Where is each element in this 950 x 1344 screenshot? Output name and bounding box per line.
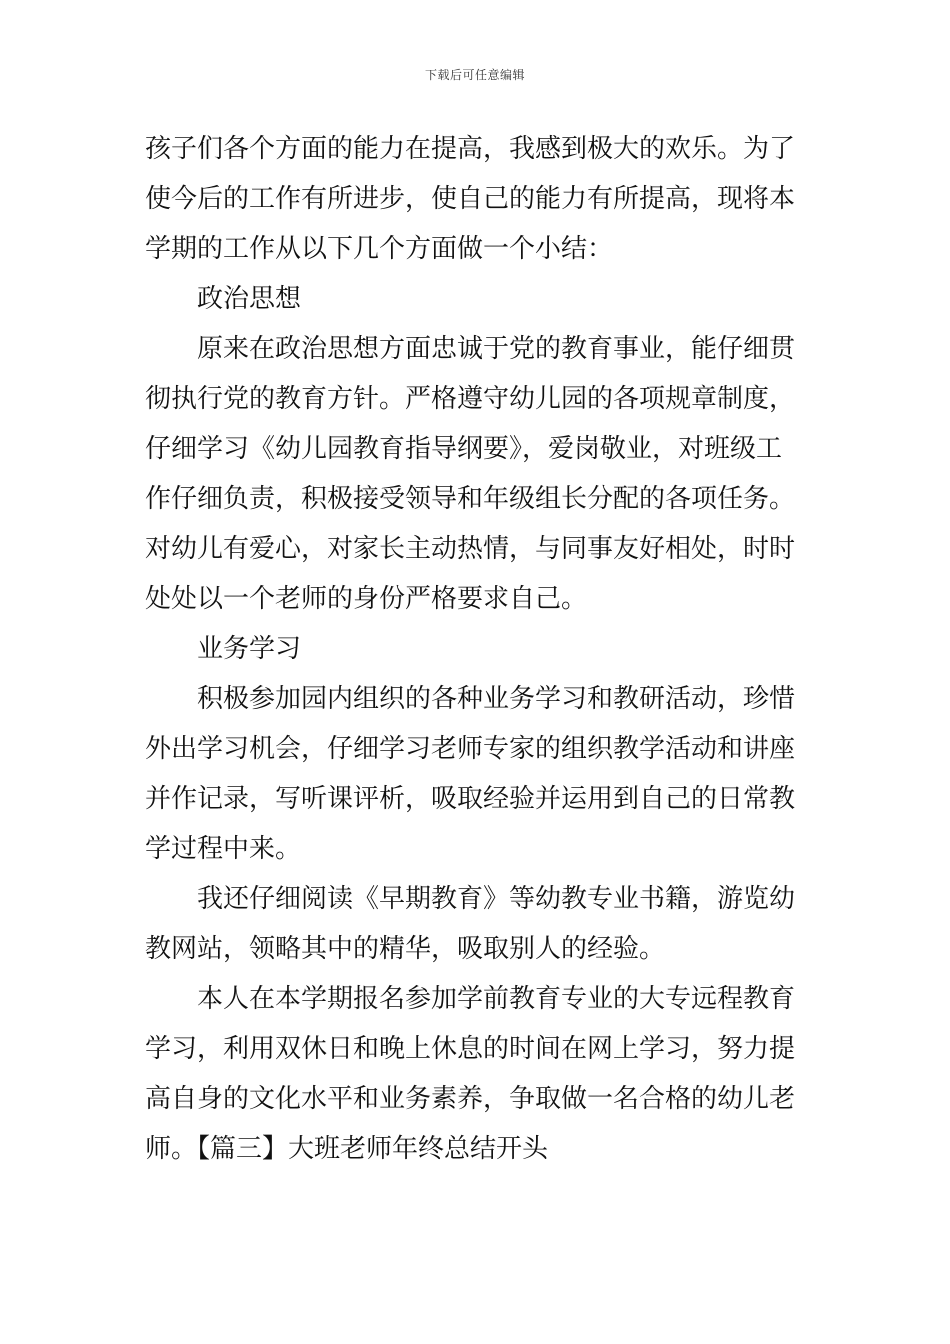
body-text [145,124,809,1174]
text-line: 高自身的文化水平和业务素养，争取做一名合格的幼儿老 [145,1084,796,1114]
text-line: 外出学习机会，仔细学习老师专家的组织教学活动和讲座 [145,734,796,764]
text-line: 学习，利用双休日和晚上休息的时间在网上学习，努力提 [145,1034,796,1064]
text-line: 本人在本学期报名参加学前教育专业的大专远程教育 [197,984,796,1014]
text-line: 对幼儿有爱心，对家长主动热情，与同事友好相处，时时 [145,534,796,564]
text-line: 政治思想 [197,284,302,314]
text-line: 原来在政治思想方面忠诚于党的教育事业，能仔细贯 [197,334,796,364]
text-line: 仔细学习《幼儿园教育指导纲要》，爱岗敬业，对班级工 [145,434,783,464]
text-line: 作仔细负责，积极接受领导和年级组长分配的各项任务。 [145,484,796,514]
text-line: 彻执行党的教育方针。严格遵守幼儿园的各项规章制度， [145,384,796,414]
text-line: 学期的工作从以下几个方面做一个小结： [145,234,614,264]
text-line: 业务学习 [197,634,302,664]
text-line: 孩子们各个方面的能力在提高，我感到极大的欢乐。为了 [145,134,796,164]
header-note: 下载后可任意编辑 [424,68,525,82]
text-line: 使今后的工作有所进步，使自己的能力有所提高，现将本 [145,184,796,214]
text-line: 师。【篇三】大班老师年终总结开头 [145,1134,549,1164]
text-line: 并作记录，写听课评析，吸取经验并运用到自己的日常教 [145,784,796,814]
text-line: 学过程中来。 [145,834,302,864]
text-line: 我还仔细阅读《早期教育》等幼教专业书籍，游览幼 [197,884,796,914]
text-line: 处处以一个老师的身份严格要求自己。 [145,584,588,614]
text-line: 教网站，领略其中的精华，吸取别人的经验。 [145,934,666,964]
text-line: 积极参加园内组织的各种业务学习和教研活动，珍惜 [197,684,796,714]
